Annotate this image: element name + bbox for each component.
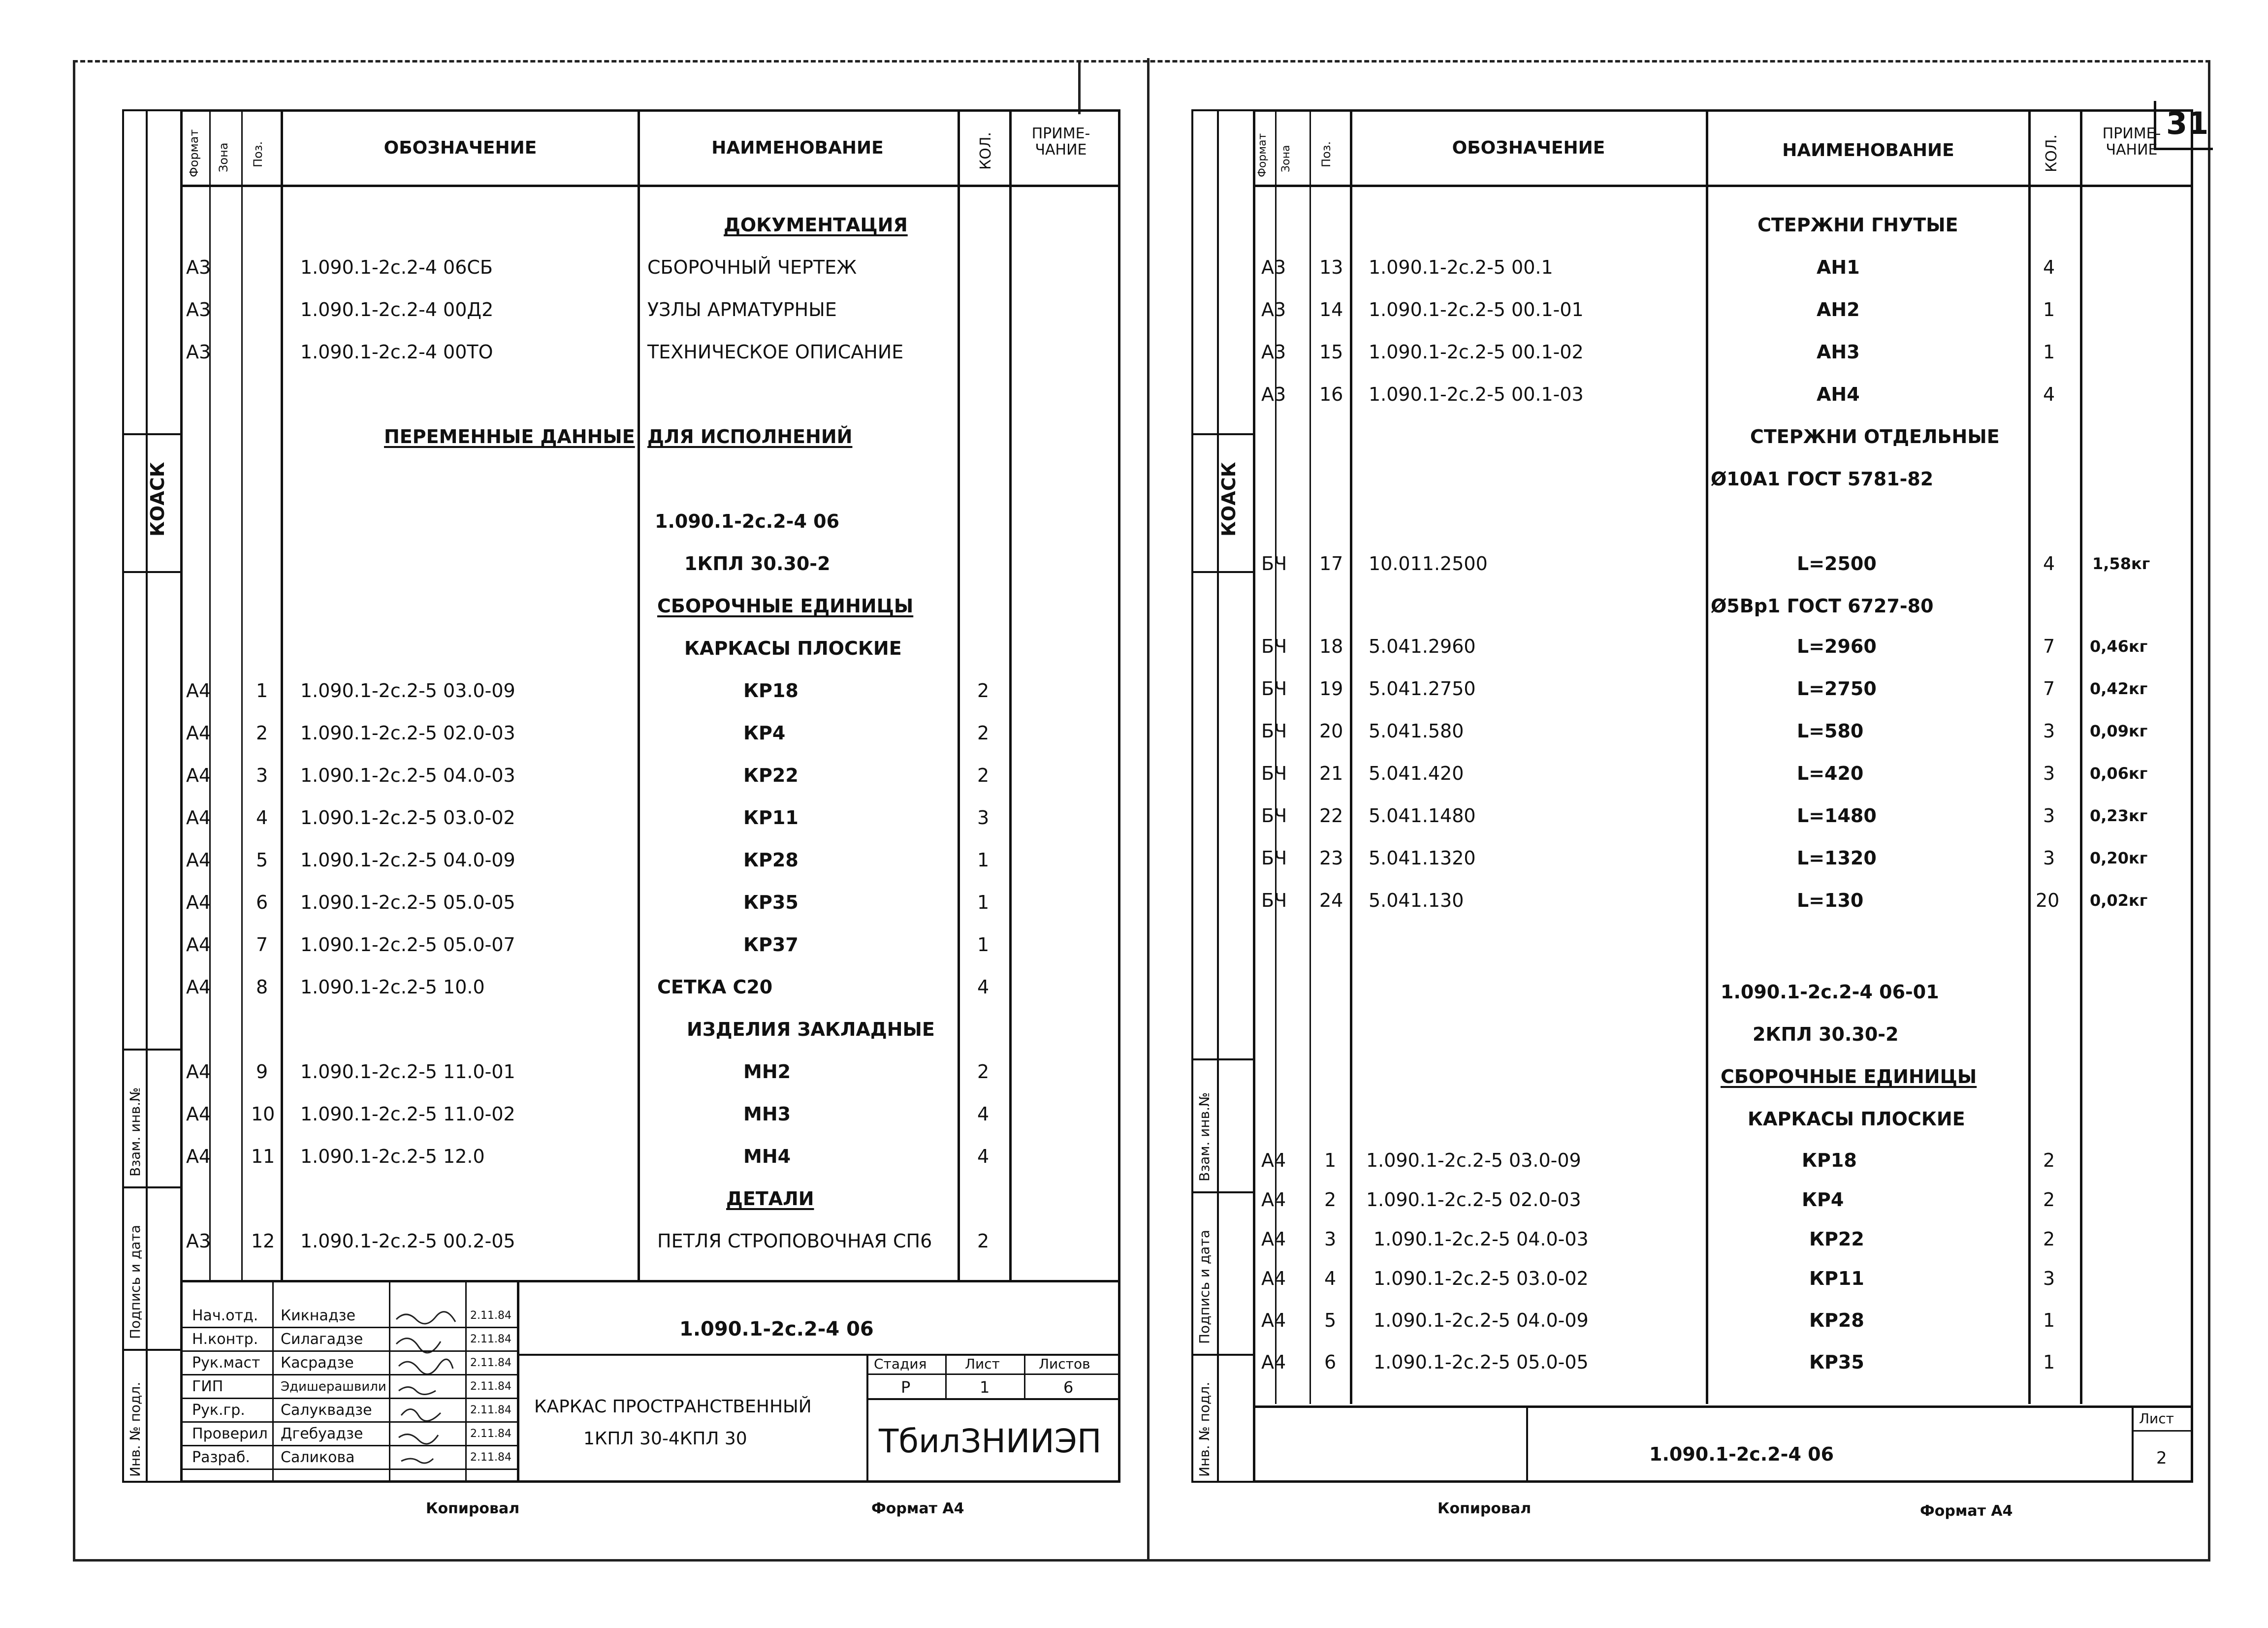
table-row: А4 1 1.090.1-2с.2-5 03.0-09 КР18 2: [186, 680, 990, 702]
header-designation: ОБОЗНАЧЕНИЕ: [383, 138, 537, 158]
table-row: СБОРОЧНЫЕ ЕДИНИЦЫ: [1721, 1066, 1977, 1087]
page-number: 31: [2166, 105, 2209, 141]
table-row: А4 5 1.090.1-2с.2-5 04.0-09 КР28 1: [186, 849, 990, 871]
table-row: А4 11 1.090.1-2с.2-5 12.0 МН4 4: [186, 1146, 990, 1167]
table-row: 1.090.1-2с.2-4 06-01: [1721, 981, 1939, 1003]
table-row: А4 3 1.090.1-2с.2-5 04.0-03 КР22 2: [186, 765, 990, 786]
footer-copied: Копировал: [426, 1500, 520, 1517]
header-qty: КОЛ.: [2043, 134, 2060, 172]
header-format: Формат: [187, 129, 201, 177]
table-row: 1.090.1-2с.2-4 06: [655, 511, 840, 532]
right-stamp-sheet: 2: [2156, 1448, 2167, 1468]
table-row: ДЕТАЛИ: [726, 1188, 814, 1210]
stamp-title-line1: КАРКАС ПРОСТРАНСТВЕННЫЙ: [534, 1397, 812, 1417]
right-spec-table: [1255, 204, 2191, 1401]
table-row: А3 1.090.1-2с.2-4 06СБ СБОРОЧНЫЙ ЧЕРТЕЖ: [186, 256, 857, 278]
side-label: КОАСК: [147, 462, 168, 537]
table-row: А4 5 1.090.1-2с.2-5 04.0-09 КР28 1: [1261, 1309, 2055, 1331]
table-row: А4 4 1.090.1-2с.2-5 03.0-02 КР11 3: [1261, 1268, 2055, 1289]
table-row: КАРКАСЫ ПЛОСКИЕ: [1748, 1108, 1965, 1130]
table-row: БЧ 22 5.041.1480 L=1480 3 0,23кг: [1261, 805, 2148, 827]
table-row: А4 9 1.090.1-2с.2-5 11.0-01 МН2 2: [186, 1061, 990, 1083]
side-field-original-inv: Инв. № подл.: [1196, 1381, 1213, 1477]
table-row: 2КПЛ 30.30-2: [1753, 1023, 1899, 1045]
table-row: А4 10 1.090.1-2с.2-5 11.0-02 МН3 4: [186, 1103, 990, 1125]
side-field-original-inv: Инв. № подл.: [127, 1381, 143, 1477]
stamp-people: Нач.отд. Кикнадзе 2.11.84 Н.контр. Силагадзе 2.11.84 Рук.маст Касрадзе 2.11.84 ГИП Эдишерашвили 2.11.84 Рук.гр. Салуквадзе 2.11.84 Проверил Дгебуадзе 2.11.84 Разраб. Саликова 2.11.84: [182, 1305, 517, 1482]
header-pos: Поз.: [1319, 141, 1333, 167]
table-row: А3 1.090.1-2с.2-4 00ТО ТЕХНИЧЕСКОЕ ОПИСАНИЕ: [186, 341, 904, 363]
side-field-replace-inv: Взам. инв.№: [1196, 1092, 1213, 1181]
table-row: Ø5Вр1 ГОСТ 6727-80: [1711, 595, 1934, 617]
footer-format: Формат А4: [871, 1500, 964, 1517]
stamp-sheets: 6: [1063, 1378, 1074, 1397]
table-row: СБОРОЧНЫЕ ЕДИНИЦЫ: [657, 595, 914, 617]
table-row: А3 14 1.090.1-2с.2-5 00.1-01 АН2 1: [1261, 299, 2055, 320]
table-row: Ø10А1 ГОСТ 5781-82: [1711, 468, 1934, 490]
table-row: А4 4 1.090.1-2с.2-5 03.0-02 КР11 3: [186, 807, 990, 829]
table-row: БЧ 24 5.041.130 L=130 20 0,02кг: [1261, 890, 2148, 911]
side-field-signature-date: Подпись и дата: [1196, 1230, 1213, 1344]
stamp-sheet: 1: [980, 1378, 990, 1397]
table-row: А3 16 1.090.1-2с.2-5 00.1-03 АН4 4: [1261, 383, 2055, 405]
stamp-sheets-label: Листов: [1039, 1356, 1090, 1372]
table-row: А4 8 1.090.1-2с.2-5 10.0 СЕТКА С20 4: [186, 976, 990, 998]
side-label: КОАСК: [1218, 462, 1240, 537]
table-row: А3 1.090.1-2с.2-4 00Д2 УЗЛЫ АРМАТУРНЫЕ: [186, 299, 837, 320]
table-row-section-variable: ПЕРЕМЕННЫЕ ДАННЫЕ ДЛЯ ИСПОЛНЕНИЙ: [384, 426, 853, 447]
stamp-doc-code: 1.090.1-2с.2-4 06: [679, 1318, 874, 1341]
table-row: КАРКАСЫ ПЛОСКИЕ: [684, 638, 902, 659]
header-zone: Зона: [217, 142, 230, 172]
table-row: А4 1 1.090.1-2с.2-5 03.0-09 КР18 2: [1261, 1149, 2055, 1171]
right-stamp-sheet-label: Лист: [2139, 1410, 2174, 1427]
table-row: ИЗДЕЛИЯ ЗАКЛАДНЫЕ: [687, 1019, 935, 1040]
table-row: А4 7 1.090.1-2с.2-5 05.0-07 КР37 1: [186, 934, 990, 956]
stamp-title-line2: 1КПЛ 30-4КПЛ 30: [583, 1429, 747, 1449]
footer-format: Формат А4: [1920, 1502, 2013, 1520]
header-qty: КОЛ.: [977, 131, 994, 170]
table-row: А3 15 1.090.1-2с.2-5 00.1-02 АН3 1: [1261, 341, 2055, 363]
table-row: ДОКУМЕНТАЦИЯ: [724, 214, 908, 236]
table-row: БЧ 17 10.011.2500 L=2500 4 1,58кг: [1261, 553, 2150, 575]
stamp-stage-label: Стадия: [874, 1356, 927, 1372]
header-designation: ОБОЗНАЧЕНИЕ: [1452, 138, 1605, 158]
table-row: А4 6 1.090.1-2с.2-5 05.0-05 КР35 1: [186, 892, 990, 913]
header-pos: Поз.: [251, 141, 265, 167]
table-row: 1КПЛ 30.30-2: [684, 553, 831, 575]
stamp-organization: ТбилЗНИИЭП: [879, 1422, 1102, 1460]
side-field-replace-inv: Взам. инв.№: [127, 1087, 143, 1177]
table-row: А3 12 1.090.1-2с.2-5 00.2-05 ПЕТЛЯ СТРОПОВОЧНАЯ СП6 2: [186, 1230, 990, 1252]
table-row: СТЕРЖНИ ГНУТЫЕ: [1757, 214, 1958, 236]
table-row: А4 6 1.090.1-2с.2-5 05.0-05 КР35 1: [1261, 1351, 2055, 1373]
table-row: А4 2 1.090.1-2с.2-5 02.0-03 КР4 2: [186, 722, 990, 744]
table-row: БЧ 19 5.041.2750 L=2750 7 0,42кг: [1261, 678, 2148, 700]
footer-copied: Копировал: [1437, 1500, 1532, 1517]
right-stamp-doc-code: 1.090.1-2с.2-4 06: [1649, 1443, 1834, 1465]
header-name: НАИМЕНОВАНИЕ: [711, 138, 884, 158]
table-row: БЧ 21 5.041.420 L=420 3 0,06кг: [1261, 763, 2148, 784]
stamp-stage: Р: [901, 1378, 911, 1397]
header-note: ПРИМЕ-ЧАНИЕ: [1031, 125, 1090, 159]
table-row: СТЕРЖНИ ОТДЕЛЬНЫЕ: [1750, 426, 2000, 447]
header-zone: Зона: [1280, 145, 1292, 172]
table-row: А3 13 1.090.1-2с.2-5 00.1 АН1 4: [1261, 256, 2055, 278]
table-row: А4 3 1.090.1-2с.2-5 04.0-03 КР22 2: [1261, 1228, 2055, 1250]
table-row: А4 2 1.090.1-2с.2-5 02.0-03 КР4 2: [1261, 1189, 2055, 1211]
table-row: БЧ 18 5.041.2960 L=2960 7 0,46кг: [1261, 636, 2148, 657]
header-note: ПРИМЕ-ЧАНИЕ: [2102, 125, 2161, 159]
side-field-signature-date: Подпись и дата: [127, 1225, 143, 1339]
table-row: БЧ 20 5.041.580 L=580 3 0,09кг: [1261, 720, 2148, 742]
header-format: Формат: [1256, 133, 1269, 177]
header-name: НАИМЕНОВАНИЕ: [1782, 140, 1954, 160]
stamp-sheet-label: Лист: [965, 1356, 1000, 1372]
table-row: БЧ 23 5.041.1320 L=1320 3 0,20кг: [1261, 847, 2148, 869]
